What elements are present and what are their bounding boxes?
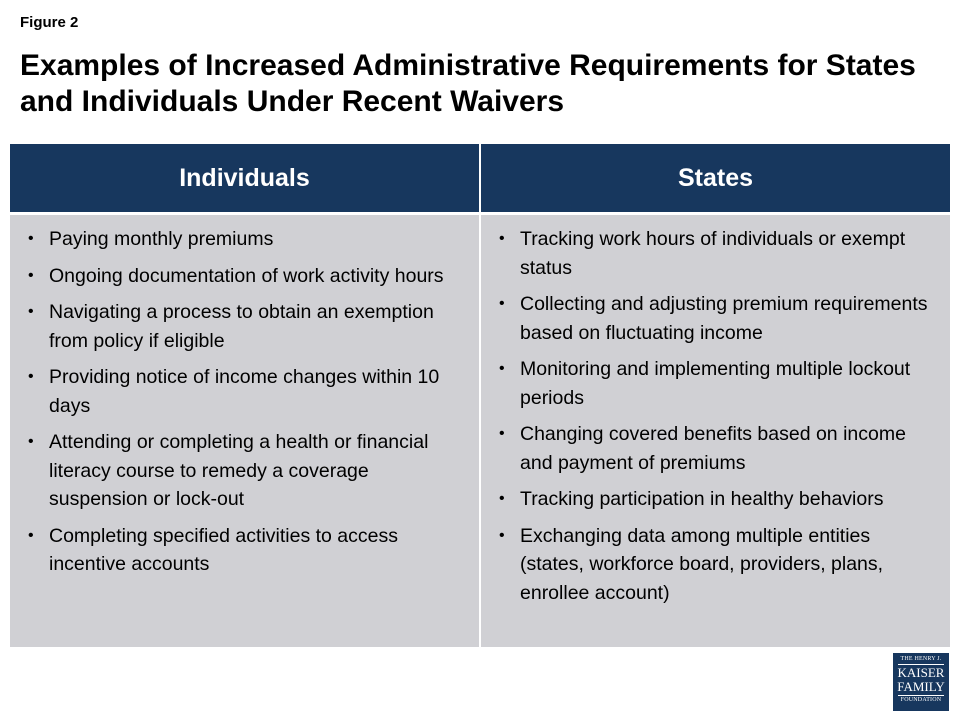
column-header-individuals: Individuals xyxy=(10,144,480,214)
list-item xyxy=(20,298,465,355)
table-header-row xyxy=(10,144,950,214)
logo-divider xyxy=(898,695,944,696)
bullet-icon: • xyxy=(499,295,505,312)
bullet-icon: • xyxy=(28,266,34,284)
logo-line-3: FAMILY xyxy=(897,679,945,694)
list-item-text: Completing specified activities to access incentive accounts xyxy=(49,524,398,575)
list-item xyxy=(491,225,936,282)
list-item-text: Exchanging data among multiple entities (states, workforce board, providers, plans, enrollee account) xyxy=(520,524,884,604)
individuals-cell xyxy=(10,214,480,648)
list-item-text: Ongoing documentation of work activity hours xyxy=(49,264,444,287)
bullet-icon: • xyxy=(28,368,34,385)
figure-label: Figure 2 xyxy=(20,14,79,31)
list-item xyxy=(20,262,465,291)
requirements-table xyxy=(10,144,950,647)
list-item-text: Collecting and adjusting premium requirements based on fluctuating income xyxy=(520,293,928,344)
list-item-text: Paying monthly premiums xyxy=(49,228,274,250)
table-body-row xyxy=(10,214,950,648)
list-item xyxy=(491,290,936,347)
logo-line-4: FOUNDATION xyxy=(900,697,942,703)
bullet-icon: • xyxy=(499,490,505,507)
list-item-text: Changing covered benefits based on income and payment of premiums xyxy=(520,423,906,474)
list-item xyxy=(20,428,465,514)
list-item-text: Tracking participation in healthy behaviors xyxy=(520,488,884,510)
bullet-icon: • xyxy=(499,526,505,544)
bullet-icon: • xyxy=(28,526,34,544)
bullet-icon: • xyxy=(499,230,505,247)
bullet-icon: • xyxy=(499,425,505,442)
list-item xyxy=(20,522,465,579)
list-item-text: Attending or completing a health or financial literacy course to remedy a coverage suspension or lock-out xyxy=(49,431,429,510)
list-item-text: Providing notice of income changes within 10 days xyxy=(49,366,440,417)
list-item xyxy=(20,225,465,254)
column-header-states: States xyxy=(480,144,950,214)
logo-line-2: KAISER xyxy=(897,665,945,680)
list-item xyxy=(491,522,936,608)
list-item xyxy=(491,420,936,477)
states-cell xyxy=(480,214,950,648)
list-item-text: Tracking work hours of individuals or exempt status xyxy=(520,228,906,279)
states-list xyxy=(491,225,936,607)
kaiser-family-foundation-logo xyxy=(893,653,949,711)
bullet-icon: • xyxy=(28,303,34,320)
page-title: Examples of Increased Administrative Requirements for States and Individuals Under Recent Waivers xyxy=(20,49,916,118)
bullet-icon: • xyxy=(28,230,34,247)
list-item xyxy=(491,355,936,412)
list-item xyxy=(491,485,936,514)
logo-line-1: THE HENRY J. xyxy=(900,656,942,662)
bullet-icon: • xyxy=(499,360,505,377)
bullet-icon: • xyxy=(28,433,34,450)
individuals-list xyxy=(20,225,465,579)
list-item-text: Monitoring and implementing multiple lockout periods xyxy=(520,358,911,409)
list-item xyxy=(20,363,465,420)
list-item-text: Navigating a process to obtain an exemption from policy if eligible xyxy=(49,301,434,352)
